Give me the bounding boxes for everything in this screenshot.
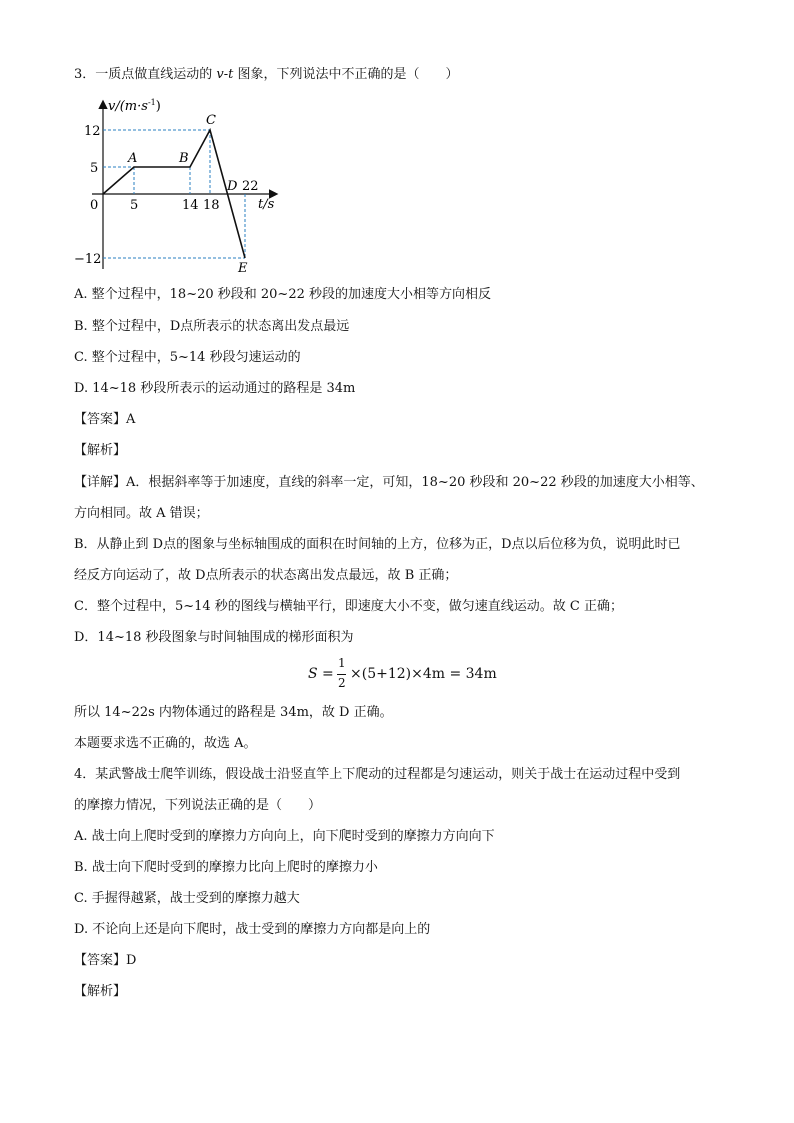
point-a-label: A — [128, 151, 138, 166]
y-axis-label: $v/(m\cdot s^{-1})$ — [108, 98, 161, 114]
q3-stem — [74, 66, 459, 84]
q4-analysis-title: 【解析】 — [74, 984, 127, 999]
q3-analysis-title: 【解析】 — [74, 443, 127, 458]
x-tick-5: 5 — [130, 198, 139, 213]
formula-rhs: ×(5+12)×4m = 34m — [350, 666, 497, 682]
q3-detail-2: 方向相同。故 A 错误； — [74, 506, 209, 521]
x-tick-18: 18 — [203, 198, 220, 213]
q3-option-a: A. 整个过程中，18~20 秒段和 20~22 秒段的加速度大小相等方向相反 — [74, 287, 492, 302]
formula-lhs: S = — [308, 666, 334, 682]
q3-answer: 【答案】A — [74, 412, 136, 427]
q3-stem-var: v-t — [216, 67, 234, 82]
q4-option-c: C. 手握得越紧，战士受到的摩擦力越大 — [74, 891, 300, 906]
x-tick-22: 22 — [242, 179, 259, 194]
q3-conclusion-1: 所以 14~22s 内物体通过的路程是 34m，故 D 正确。 — [74, 705, 393, 720]
y-tick-5: 5 — [90, 161, 99, 176]
origin-label: 0 — [90, 198, 99, 213]
q4-option-a: A. 战士向上爬时受到的摩擦力方向向上，向下爬时受到的摩擦力方向向下 — [74, 829, 495, 844]
point-d-label: D — [227, 179, 238, 194]
formula-denominator: 2 — [338, 676, 346, 690]
formula-fraction-bar — [337, 674, 346, 675]
q3-stem-pre: 3．一质点做直线运动的 — [74, 67, 213, 82]
q3-conclusion-2: 本题要求选不正确的，故选 A。 — [74, 736, 257, 751]
q3-option-d: D. 14~18 秒段所表示的运动通过的路程是 34m — [74, 381, 356, 396]
q3-detail-1: 【详解】A．根据斜率等于加速度，直线的斜率一定，可知，18~20 秒段和 20~22 秒段的加速度大小相等、 — [74, 475, 704, 490]
vt-graph — [70, 94, 290, 276]
q3-detail-4: 经反方向运动了，故 D点所表示的状态离出发点最远，故 B 正确； — [74, 568, 458, 583]
point-b-label: B — [179, 151, 189, 166]
q4-stem-1: 4．某武警战士爬竿训练，假设战士沿竖直竿上下爬动的过程都是匀速运动，则关于战士在运动过程中受到 — [74, 767, 681, 782]
point-e-label: E — [238, 261, 248, 276]
x-axis-label: t/s — [258, 197, 275, 212]
formula-numerator: 1 — [338, 656, 346, 670]
q3-detail-3: B．从静止到 D点的图象与坐标轴围成的面积在时间轴的上方，位移为正，D点以后位移为负，说明此时已 — [74, 537, 681, 552]
y-tick-minus12: −12 — [74, 252, 102, 267]
y-tick-12: 12 — [84, 124, 101, 139]
q3-detail-6: D．14~18 秒段图象与时间轴围成的梯形面积为 — [74, 630, 354, 645]
q3-stem-post: 图象，下列说法中不正确的是（ ） — [237, 67, 459, 82]
q3-option-b: B. 整个过程中，D点所表示的状态离出发点最远 — [74, 319, 350, 334]
q4-answer: 【答案】D — [74, 953, 137, 968]
point-c-label: C — [206, 113, 216, 128]
x-tick-14: 14 — [182, 198, 199, 213]
q3-option-c: C. 整个过程中，5~14 秒段匀速运动的 — [74, 350, 301, 365]
q3-detail-5: C．整个过程中，5~14 秒的图线与横轴平行，即速度大小不变，做匀速直线运动。故 C 正确； — [74, 599, 623, 614]
q4-stem-2: 的摩擦力情况，下列说法正确的是（ ） — [74, 798, 322, 813]
q4-option-b: B. 战士向下爬时受到的摩擦力比向上爬时的摩擦力小 — [74, 860, 378, 875]
q4-option-d: D. 不论向上还是向下爬时，战士受到的摩擦力方向都是向上的 — [74, 922, 431, 937]
